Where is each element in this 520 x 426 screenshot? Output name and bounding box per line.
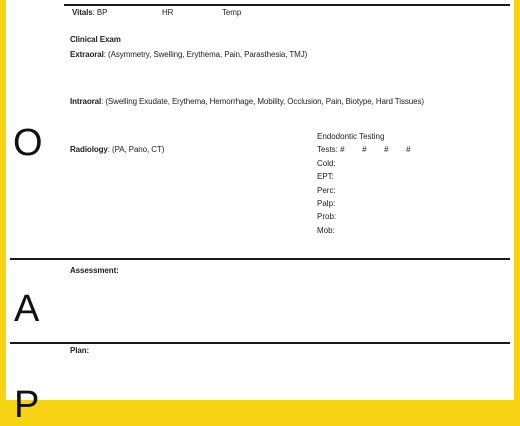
endo-title: Endodontic Testing	[317, 132, 385, 141]
tooth-number-1: #	[340, 145, 345, 155]
extraoral-line: Extraoral: (Asymmetry, Swelling, Erythema, Pain, Parasthesia, TMJ)	[70, 50, 308, 59]
endo-row-prob: Prob:	[317, 212, 337, 222]
vitals-hr: HR	[162, 8, 174, 17]
radiology-label: Radiology	[70, 145, 108, 154]
vitals-temp: Temp	[222, 8, 242, 17]
plan-label: Plan:	[70, 346, 90, 355]
radiology-items: (PA, Pano, CT)	[112, 145, 165, 154]
intraoral-items: (Swelling Exudate, Erythema, Hemorrhage, Mobility, Occlusion, Pain, Biotype, Hard Tissues)	[105, 97, 424, 106]
objective-letter: O	[13, 122, 43, 164]
assessment-letter: A	[14, 288, 40, 330]
radiology-line: Radiology: (PA, Pano, CT)	[70, 145, 165, 154]
endo-row-perc: Perc:	[317, 185, 336, 195]
assessment-label: Assessment:	[70, 266, 119, 275]
endo-row-cold: Cold:	[317, 158, 336, 168]
intraoral-line: Intraoral: (Swelling Exudate, Erythema, Hemorrhage, Mobility, Occlusion, Pain, Biotype, Hard Tissues)	[70, 97, 424, 106]
vitals-row: Vitals: BP	[72, 8, 108, 17]
extraoral-label: Extraoral	[70, 50, 104, 59]
endo-tests-row: Tests: # # # #	[317, 143, 428, 156]
tooth-number-2: #	[362, 145, 367, 155]
clinical-exam-heading: Clinical Exam	[70, 35, 121, 44]
section-divider-plan	[10, 342, 510, 344]
vitals-label: Vitals	[72, 8, 93, 17]
endo-row-palp: Palp:	[317, 199, 336, 209]
extraoral-items: (Asymmetry, Swelling, Erythema, Pain, Parasthesia, TMJ)	[108, 50, 308, 59]
tooth-number-4: #	[406, 145, 411, 155]
intraoral-label: Intraoral	[70, 97, 102, 106]
endodontic-testing-block	[317, 130, 428, 237]
endo-row-ept: EPT:	[317, 172, 334, 182]
section-divider-top	[64, 4, 510, 6]
soap-note-sheet	[6, 0, 514, 426]
section-divider-assessment	[10, 258, 510, 260]
vitals-bp: BP	[96, 8, 108, 17]
endo-row-mob: Mob:	[317, 225, 335, 235]
tooth-number-3: #	[384, 145, 389, 155]
plan-letter: P	[14, 384, 40, 426]
